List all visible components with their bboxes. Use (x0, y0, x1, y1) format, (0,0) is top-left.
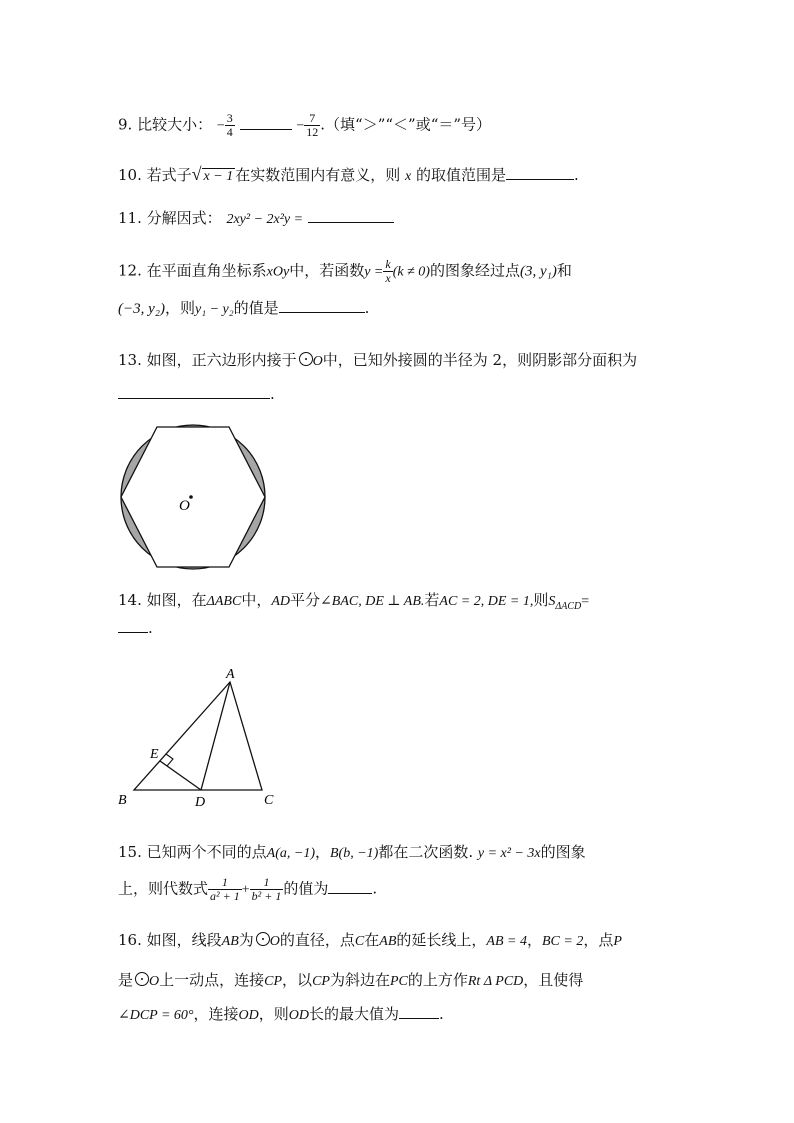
question-16-line-2 (118, 970, 583, 992)
segment-de (160, 761, 201, 790)
q16-text: ，连接 (193, 1005, 239, 1023)
q13-circle: O (312, 354, 323, 369)
q14-mid3: 若 (424, 591, 440, 609)
center-label: O (179, 498, 190, 514)
q11-lead: 分解因式： (146, 209, 222, 227)
q16-answer-blank[interactable] (399, 1004, 439, 1019)
q12-number: 12. (118, 261, 142, 280)
q16-text: ，则 (258, 1005, 289, 1023)
q14-answer-blank[interactable] (118, 618, 148, 633)
q15-answer-blank[interactable] (328, 879, 372, 894)
q16-segment-ab: AB (379, 934, 397, 949)
q14-angle: ∠BAC, DE ⊥ AB. (320, 594, 425, 609)
q9-fraction-a: $\frac{3}{4}$ (226, 111, 233, 139)
q15-lead: 已知两个不同的点 (146, 843, 267, 861)
hexagon-figure (118, 422, 268, 572)
q15-fraction-2: $\frac{1}{\text{b² + 1}}$ (251, 875, 282, 903)
q12-answer-blank[interactable] (279, 298, 365, 313)
q16-text: 长的最大值为 (309, 1005, 400, 1023)
question-13 (118, 350, 637, 372)
q16-text: 的上方作 (407, 971, 468, 989)
q16-text: 的延长线上， (396, 931, 487, 949)
triangle-figure (112, 664, 282, 814)
q16-text: 在 (364, 931, 380, 949)
q15-plus: + (241, 882, 250, 898)
triangle-abc (134, 682, 262, 790)
q12-condition: (k ≠ 0) (392, 264, 430, 280)
q14-number: 14. (118, 591, 142, 609)
q12-mid3: ，则 (165, 299, 196, 317)
question-16-line-1 (118, 930, 622, 952)
q16-circle-o: O (149, 974, 160, 989)
q12-tail: 的值是 (233, 299, 279, 317)
q11-number: 11. (118, 209, 142, 227)
question-12-line-1 (118, 258, 572, 285)
question-12-line-2: (−3, y₂)，则y₁ − y₂的值是 . (118, 299, 370, 317)
q13-tail: 中，已知外接圆的半径为 2，则阴影部分面积为 (322, 351, 638, 369)
q14-triangle: ΔABC (206, 594, 242, 609)
q14-area-sub: ΔACD (555, 601, 582, 612)
q16-text: 是 (118, 971, 134, 989)
q15-tail2: 的值为 (283, 879, 329, 898)
q10-tail: 的取值范围是 (416, 166, 507, 184)
label-b: B (118, 793, 127, 808)
q15-point-b: B(b, −1) (330, 846, 379, 861)
q12-point-1: (3, y₁) (519, 263, 557, 280)
q16-ab-equation: AB = 4 (486, 934, 527, 949)
q13-answer-line: . (118, 384, 275, 404)
q9-sign-a: − (216, 118, 225, 134)
q15-function: y = x² − 3x (477, 846, 541, 861)
q12-mid2: 的图象经过点 (429, 261, 520, 280)
q14-mid2: 平分 (290, 591, 321, 609)
q16-text: 为斜边在 (329, 971, 390, 989)
q16-text: 为 (238, 931, 254, 949)
q9-sign-b: − (296, 118, 305, 134)
question-10: 10. 若式子√ x − 1 在实数范围内有意义，则 x 的取值范围是 . (118, 164, 579, 184)
q12-system: xOy (266, 264, 290, 280)
q16-number: 16. (118, 931, 142, 949)
label-d: D (195, 795, 206, 810)
q14-answer-line: . (118, 618, 153, 638)
q11-answer-blank[interactable] (308, 208, 394, 223)
circle-dot-icon (299, 352, 313, 366)
q15-line2-lead: 上，则代数式 (118, 879, 209, 898)
q16-segment-cp: CP (312, 974, 330, 989)
question-16-line-3: ∠DCP = 60°，连接OD，则OD长的最大值为 . (118, 1005, 444, 1023)
q13-lead: 如图，正六边形内接于 (146, 351, 297, 369)
q15-fraction-1: $\frac{1}{\text{a² + 1}}$ (210, 875, 240, 903)
question-14-line-1 (118, 590, 589, 617)
q9-tail: .（填“＞”“＜”或“＝”号） (320, 115, 492, 134)
q12-and: 和 (556, 261, 572, 280)
q10-var: x (405, 169, 412, 184)
q9-answer-blank[interactable] (240, 115, 292, 130)
q14-condition: AC = 2, DE = 1, (439, 594, 534, 609)
q12-point-2: (−3, y₂) (118, 301, 165, 317)
q10-mid: 在实数范围内有意义，则 (235, 166, 401, 184)
q16-segment-od: OD (288, 1008, 310, 1023)
right-angle-mark (166, 754, 173, 766)
q16-text: 上一动点，连接 (159, 971, 265, 989)
question-9 (118, 112, 491, 139)
q12-mid1: 中，若函数 (289, 261, 365, 280)
label-e: E (150, 747, 159, 762)
q16-segment-ab: AB (221, 934, 239, 949)
question-15-line-2: 上，则代数式 $\frac{1}{\text{a² + 1}}$ + $\frac{1}{\text{b² + 1}}$ 的值为 . (118, 875, 378, 903)
q14-ad: AD (271, 594, 291, 609)
q12-func-lhs: y = (364, 264, 384, 280)
q16-angle: ∠DCP = 60° (118, 1008, 194, 1023)
q16-point-p: P (613, 934, 622, 949)
q15-mid: 都在二次函数. (378, 843, 474, 861)
q10-lead: 若式子 (146, 166, 192, 184)
q10-answer-blank[interactable] (506, 165, 574, 180)
q13-number: 13. (118, 351, 142, 369)
q15-point-a: A(a, −1) (266, 846, 315, 861)
q16-text: ，点 (583, 931, 614, 949)
q12-func-fraction: $\frac{k}{x}$ (385, 257, 391, 285)
circle-dot-icon (135, 972, 149, 986)
q9-fraction-b: $\frac{7}{12}$ (306, 111, 319, 139)
q10-number: 10. (118, 166, 142, 184)
q15-tail1: 的图象 (540, 843, 586, 861)
q9-lead: 比较大小： (137, 115, 213, 134)
q9-number: 9. (118, 115, 133, 134)
question-11 (118, 208, 394, 230)
q11-expression: 2xy² − 2x²y = (226, 212, 304, 227)
q13-answer-blank[interactable] (118, 384, 270, 399)
q14-lead: 如图，在 (146, 591, 207, 609)
q15-number: 15. (118, 843, 142, 861)
q15-sep: ， (314, 843, 330, 861)
q14-mid4: 则 (533, 591, 549, 609)
q16-text: ，以 (282, 971, 313, 989)
q16-text: 如图，线段 (146, 931, 222, 949)
q16-text: 的直径，点 (279, 931, 355, 949)
q16-segment-cp: CP (264, 974, 283, 989)
q16-text: ， (526, 931, 542, 949)
q14-area: S (548, 594, 556, 609)
label-a: A (226, 667, 235, 682)
question-15-line-1 (118, 842, 586, 864)
q10-radicand: x − 1 (203, 169, 234, 184)
radical-sign: √ (191, 164, 202, 184)
q16-right-triangle: Rt Δ PCD (467, 974, 524, 989)
q12-expression: y₁ − y₂ (195, 302, 234, 317)
q12-lead: 在平面直角坐标系 (146, 261, 267, 280)
circle-dot-icon (256, 932, 270, 946)
q16-segment-od: OD (238, 1008, 259, 1023)
q16-bc-equation: BC = 2 (541, 934, 584, 949)
q16-point-c: C (354, 934, 365, 949)
q16-circle-o: O (269, 934, 280, 949)
q16-text: ，且使得 (523, 971, 584, 989)
q14-mid1: 中， (241, 591, 272, 609)
label-c: C (264, 793, 274, 808)
q16-segment-pc: PC (389, 974, 408, 989)
q14-equals: = (581, 594, 590, 609)
